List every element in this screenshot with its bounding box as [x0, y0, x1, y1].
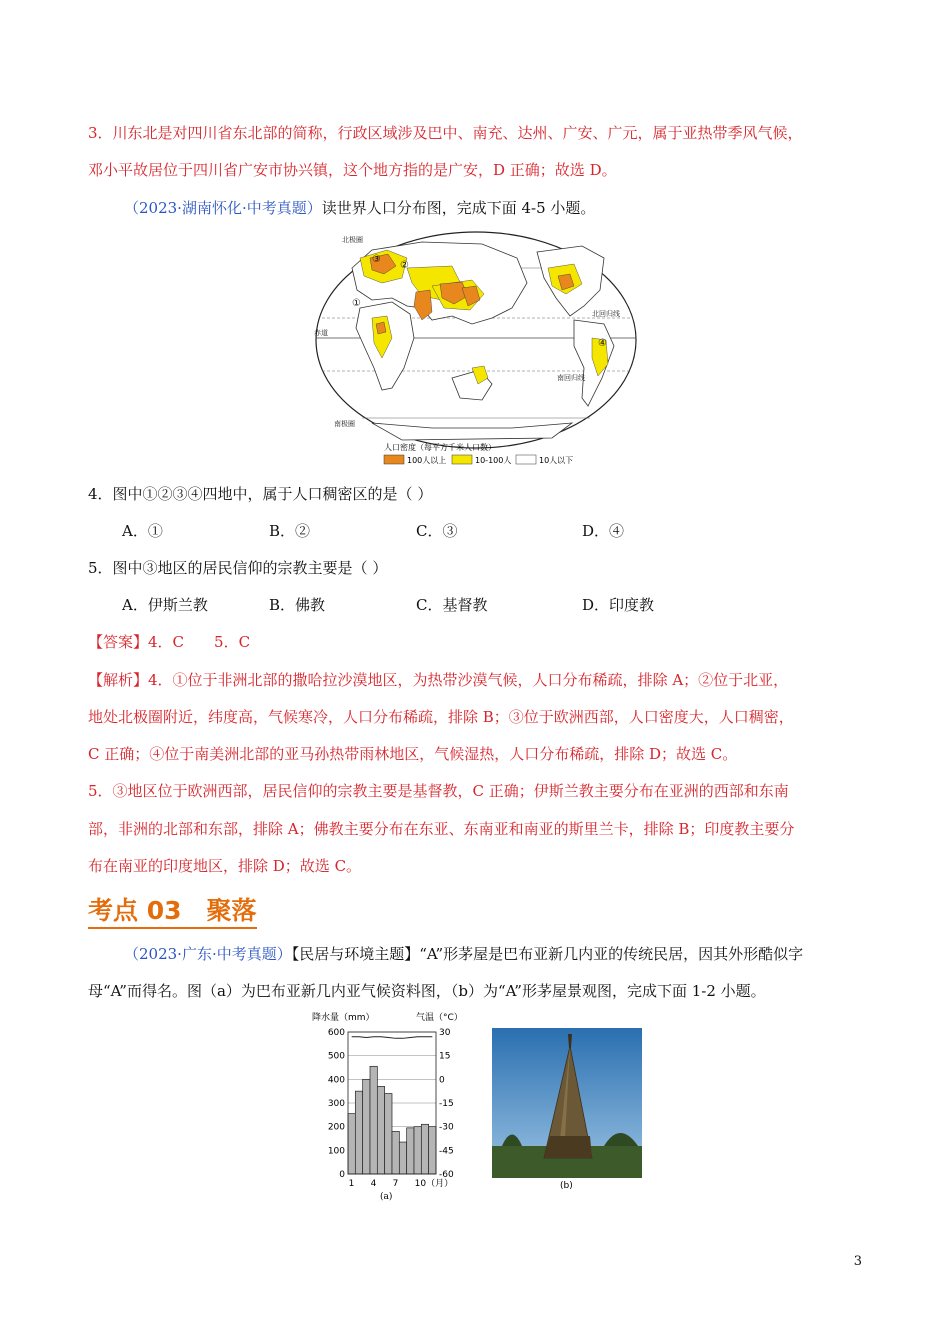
y-tick-label: 100 [327, 1146, 345, 1157]
x-tick-label: 4 [370, 1179, 377, 1189]
analysis-line-4: 5．③地区位于欧洲西部，居民信仰的宗教主要是基督教，C 正确；伊斯兰教主要分布在亚洲的西部和东南 [88, 782, 789, 800]
legend-high: 100人以上 [407, 456, 447, 465]
precip-bar [348, 1114, 355, 1174]
map-marker-1: ① [352, 298, 361, 309]
label-capricorn: 南回归线 [557, 374, 585, 382]
q3-answer-line-1: 3．川东北是对四川省东北部的简称，行政区域涉及巴中、南充、达州、广安、广元，属于亚热带季风气候， [88, 124, 803, 142]
label-arctic: 北极圈 [342, 236, 363, 244]
q4-option-c[interactable]: C．③ [416, 522, 458, 540]
q5-option-d[interactable]: D．印度教 [582, 596, 655, 614]
precip-bar [355, 1091, 362, 1174]
label-cancer: 北回归线 [592, 310, 620, 318]
q3-answer-line-2: 邓小平故居位于四川省广安市协兴镇，这个地方指的是广安，D 正确；故选 D。 [88, 161, 617, 179]
map-marker-3: ③ [372, 254, 381, 265]
precip-bar [421, 1124, 428, 1174]
legend-low: 10人以下 [539, 456, 574, 465]
answer-line [88, 632, 868, 652]
precip-bar [429, 1127, 436, 1174]
y2-tick-label: -60 [439, 1170, 454, 1180]
q5-stem: 5．图中③地区的居民信仰的宗教主要是（ ） [88, 559, 388, 577]
chart-ylabel: 降水量（mm） [312, 1013, 375, 1023]
answer-label: 【答案】 [88, 633, 149, 651]
analysis-line-1 [88, 670, 868, 690]
answer-text: 4．C 5．C [148, 633, 251, 651]
label-equator: 赤道 [314, 329, 328, 337]
map-marker-2: ② [400, 260, 409, 271]
y-tick-label: 300 [327, 1099, 345, 1109]
question-intro-4-5 [124, 198, 904, 218]
analysis-line-2: 地处北极圈附近，纬度高，气候寒冷，人口分布稀疏，排除 B；③位于欧洲西部，人口密度大，人口稠密， [88, 708, 794, 726]
intro2-text-1: 【民居与环境主题】“A”形茅屋是巴布亚新几内亚的传统民居，因其外形酷似字 [291, 945, 804, 963]
x-tick-label: 7 [392, 1179, 399, 1189]
page-number: 3 [853, 1254, 862, 1269]
legend-title: 人口密度（每平方千米人口数） [384, 443, 496, 452]
temperature-line [352, 1037, 433, 1039]
q4-option-a[interactable]: A．① [122, 522, 163, 540]
intro-text: 读世界人口分布图，完成下面 4-5 小题。 [321, 199, 596, 217]
photo-caption: (b) [560, 1181, 573, 1191]
legend-mid: 10-100人 [475, 456, 512, 465]
climate-chart [308, 1010, 468, 1205]
x-tick-label: 1 [348, 1179, 355, 1189]
q4-option-b[interactable]: B．② [269, 522, 311, 540]
world-population-map [312, 228, 640, 468]
precip-bar [414, 1127, 421, 1174]
source-tag: （2023·湖南怀化·中考真题） [124, 199, 322, 217]
y-tick-label: 400 [327, 1075, 345, 1086]
chart-y2label: 气温（°C） [416, 1013, 463, 1023]
y2-tick-label: 30 [439, 1028, 451, 1038]
y2-tick-label: 0 [439, 1075, 445, 1086]
q4-stem: 4．图中①②③④四地中，属于人口稠密区的是（ ） [88, 485, 433, 503]
question-intro-1-2-line-2: 母“A”而得名。图（a）为巴布亚新几内亚气候资料图，（b）为“A”形茅屋景观图，完成下面 1-2 小题。 [88, 982, 766, 1000]
chart-caption: (a) [380, 1192, 393, 1202]
y2-tick-label: -15 [439, 1099, 454, 1109]
question-intro-1-2-line-1 [124, 944, 904, 964]
analysis-line-6: 布在南亚的印度地区，排除 D；故选 C。 [88, 857, 362, 875]
q5-option-a[interactable]: A．伊斯兰教 [122, 596, 208, 614]
a-frame-hut-photo [492, 1028, 642, 1193]
q5-option-b[interactable]: B．佛教 [269, 596, 326, 614]
analysis-label: 【解析】 [88, 671, 149, 689]
y-tick-label: 0 [339, 1170, 345, 1180]
analysis-text-1: 4．①位于非洲北部的撒哈拉沙漠地区，为热带沙漠气候，人口分布稀疏，排除 A；②位于北亚， [148, 671, 789, 689]
x-tick-label: 10（月） [414, 1179, 454, 1189]
y2-tick-label: -45 [439, 1146, 454, 1157]
map-marker-4: ④ [598, 338, 607, 349]
y-tick-label: 500 [327, 1051, 345, 1062]
q4-option-d[interactable]: D．④ [582, 522, 625, 540]
y-tick-label: 600 [327, 1028, 345, 1038]
source-tag-2: （2023·广东·中考真题） [124, 945, 292, 963]
precip-bar [385, 1094, 392, 1174]
precip-bar [377, 1086, 384, 1174]
q5-option-c[interactable]: C．基督教 [416, 596, 488, 614]
precip-bar [363, 1079, 370, 1174]
label-antarctic: 南极圈 [334, 420, 355, 428]
precip-bar [399, 1142, 406, 1174]
analysis-line-5: 部，非洲的北部和东部，排除 A；佛教主要分布在东亚、东南亚和南亚的斯里兰卡，排除 B；印度教主要分 [88, 820, 795, 838]
precip-bar [392, 1131, 399, 1174]
y2-tick-label: 15 [439, 1051, 451, 1062]
analysis-line-3: C 正确；④位于南美洲北部的亚马孙热带雨林地区，气候湿热，人口分布稀疏，排除 D；故选 C。 [88, 745, 738, 763]
y-tick-label: 200 [327, 1122, 345, 1133]
section-heading: 考点 03 聚落 [88, 895, 257, 929]
y2-tick-label: -30 [439, 1122, 454, 1133]
precip-bar [407, 1128, 414, 1174]
precip-bar [370, 1066, 377, 1174]
